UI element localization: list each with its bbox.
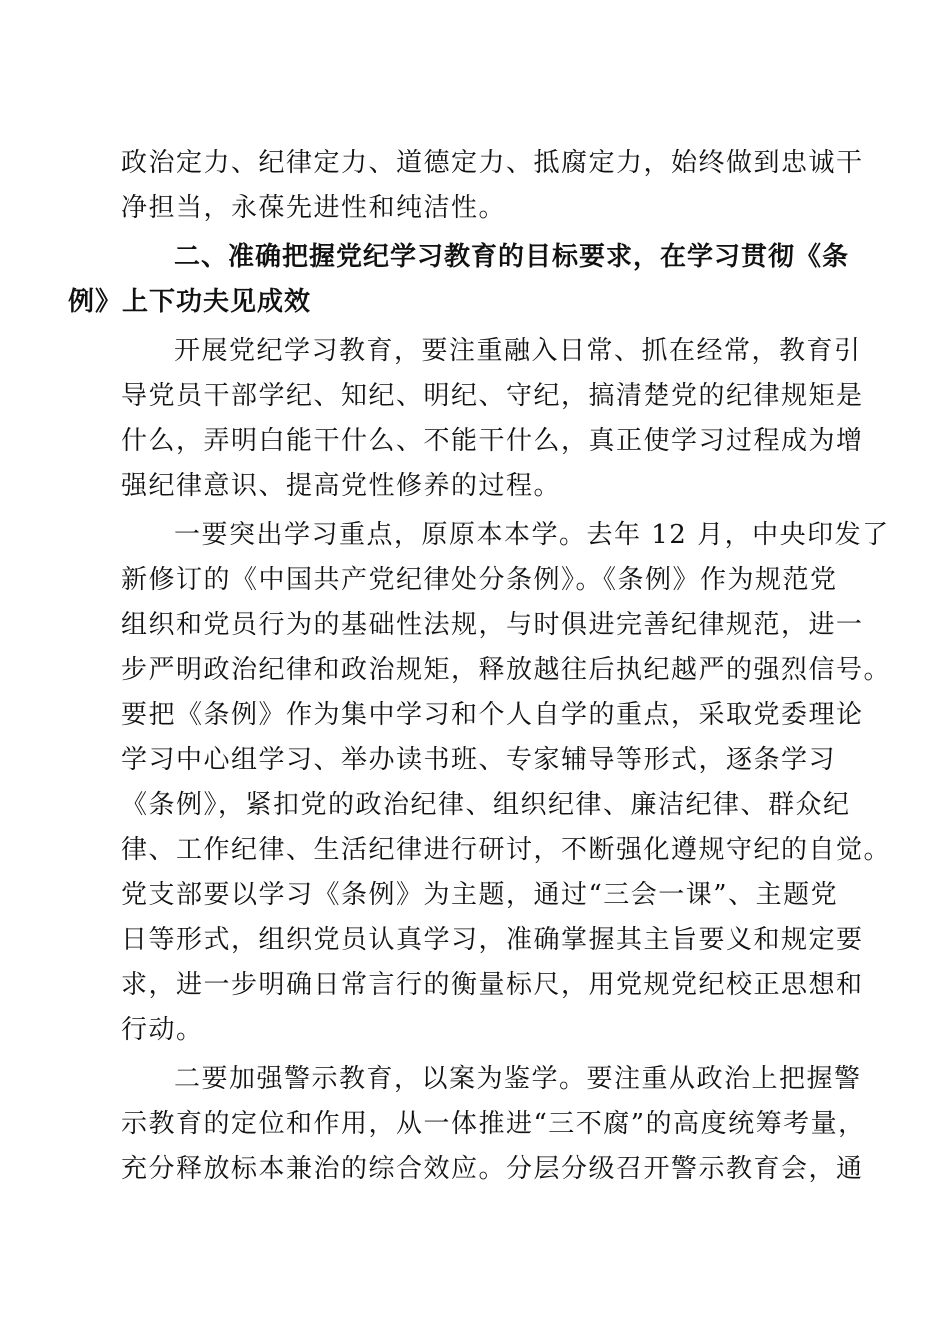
text-line: 二要加强警示教育，以案为鉴学。要注重从政治上把握警 (174, 1064, 862, 1094)
text-line: 强纪律意识、提高党性修养的过程。 (121, 471, 562, 501)
text-line: 充分释放标本兼治的综合效应。分层分级召开警示教育会，通 (121, 1154, 864, 1184)
text-line: 学习中心组学习、举办读书班、专家辅导等形式，逐条学习 (121, 745, 837, 775)
text-line: 一要突出学习重点，原原本本学。去年 12 月，中央印发了 (174, 520, 890, 550)
text-line: 开展党纪学习教育，要注重融入日常、抓在经常，教育引 (174, 336, 862, 366)
text-line: 律、工作纪律、生活纪律进行研讨，不断强化遵规守纪的自觉。 (121, 835, 892, 865)
text-line: 什么，弄明白能干什么、不能干什么，真正使学习过程成为增 (121, 426, 864, 456)
text-line: 步严明政治纪律和政治规矩，释放越往后执纪越严的强烈信号。 (121, 655, 892, 685)
section-heading (68, 235, 850, 325)
text-line: 新修订的《中国共产党纪律处分条例》。《条例》作为规范党 (121, 565, 838, 595)
paragraph-3 (121, 513, 892, 1053)
text-line: 日等形式，组织党员认真学习，准确掌握其主旨要义和规定要 (121, 925, 864, 955)
text-line: 组织和党员行为的基础性法规，与时俱进完善纪律规范，进一 (121, 610, 864, 640)
paragraph-4 (121, 1057, 866, 1192)
text-line: 示教育的定位和作用，从一体推进“三不腐”的高度统筹考量， (121, 1109, 866, 1139)
text-line: 政治定力、纪律定力、道德定力、抵腐定力，始终做到忠诚干 (121, 148, 864, 178)
heading-line: 例》上下功夫见成效 (68, 287, 312, 317)
text-line: 党支部要以学习《条例》为主题，通过“三会一课”、主题党 (121, 880, 839, 910)
text-line: 行动。 (121, 1015, 204, 1045)
text-line: 净担当，永葆先进性和纯洁性。 (121, 193, 507, 223)
heading-line: 二、准确把握党纪学习教育的目标要求，在学习贯彻《条 (174, 242, 850, 272)
paragraph-2 (121, 329, 864, 509)
document-page (68, 141, 892, 1192)
paragraph-1 (121, 141, 864, 231)
text-line: 求，进一步明确日常言行的衡量标尺，用党规党纪校正思想和 (121, 970, 864, 1000)
text-line: 要把《条例》作为集中学习和个人自学的重点，采取党委理论 (121, 700, 864, 730)
text-line: 《条例》，紧扣党的政治纪律、组织纪律、廉洁纪律、群众纪 (121, 790, 851, 820)
text-line: 导党员干部学纪、知纪、明纪、守纪，搞清楚党的纪律规矩是 (121, 381, 864, 411)
